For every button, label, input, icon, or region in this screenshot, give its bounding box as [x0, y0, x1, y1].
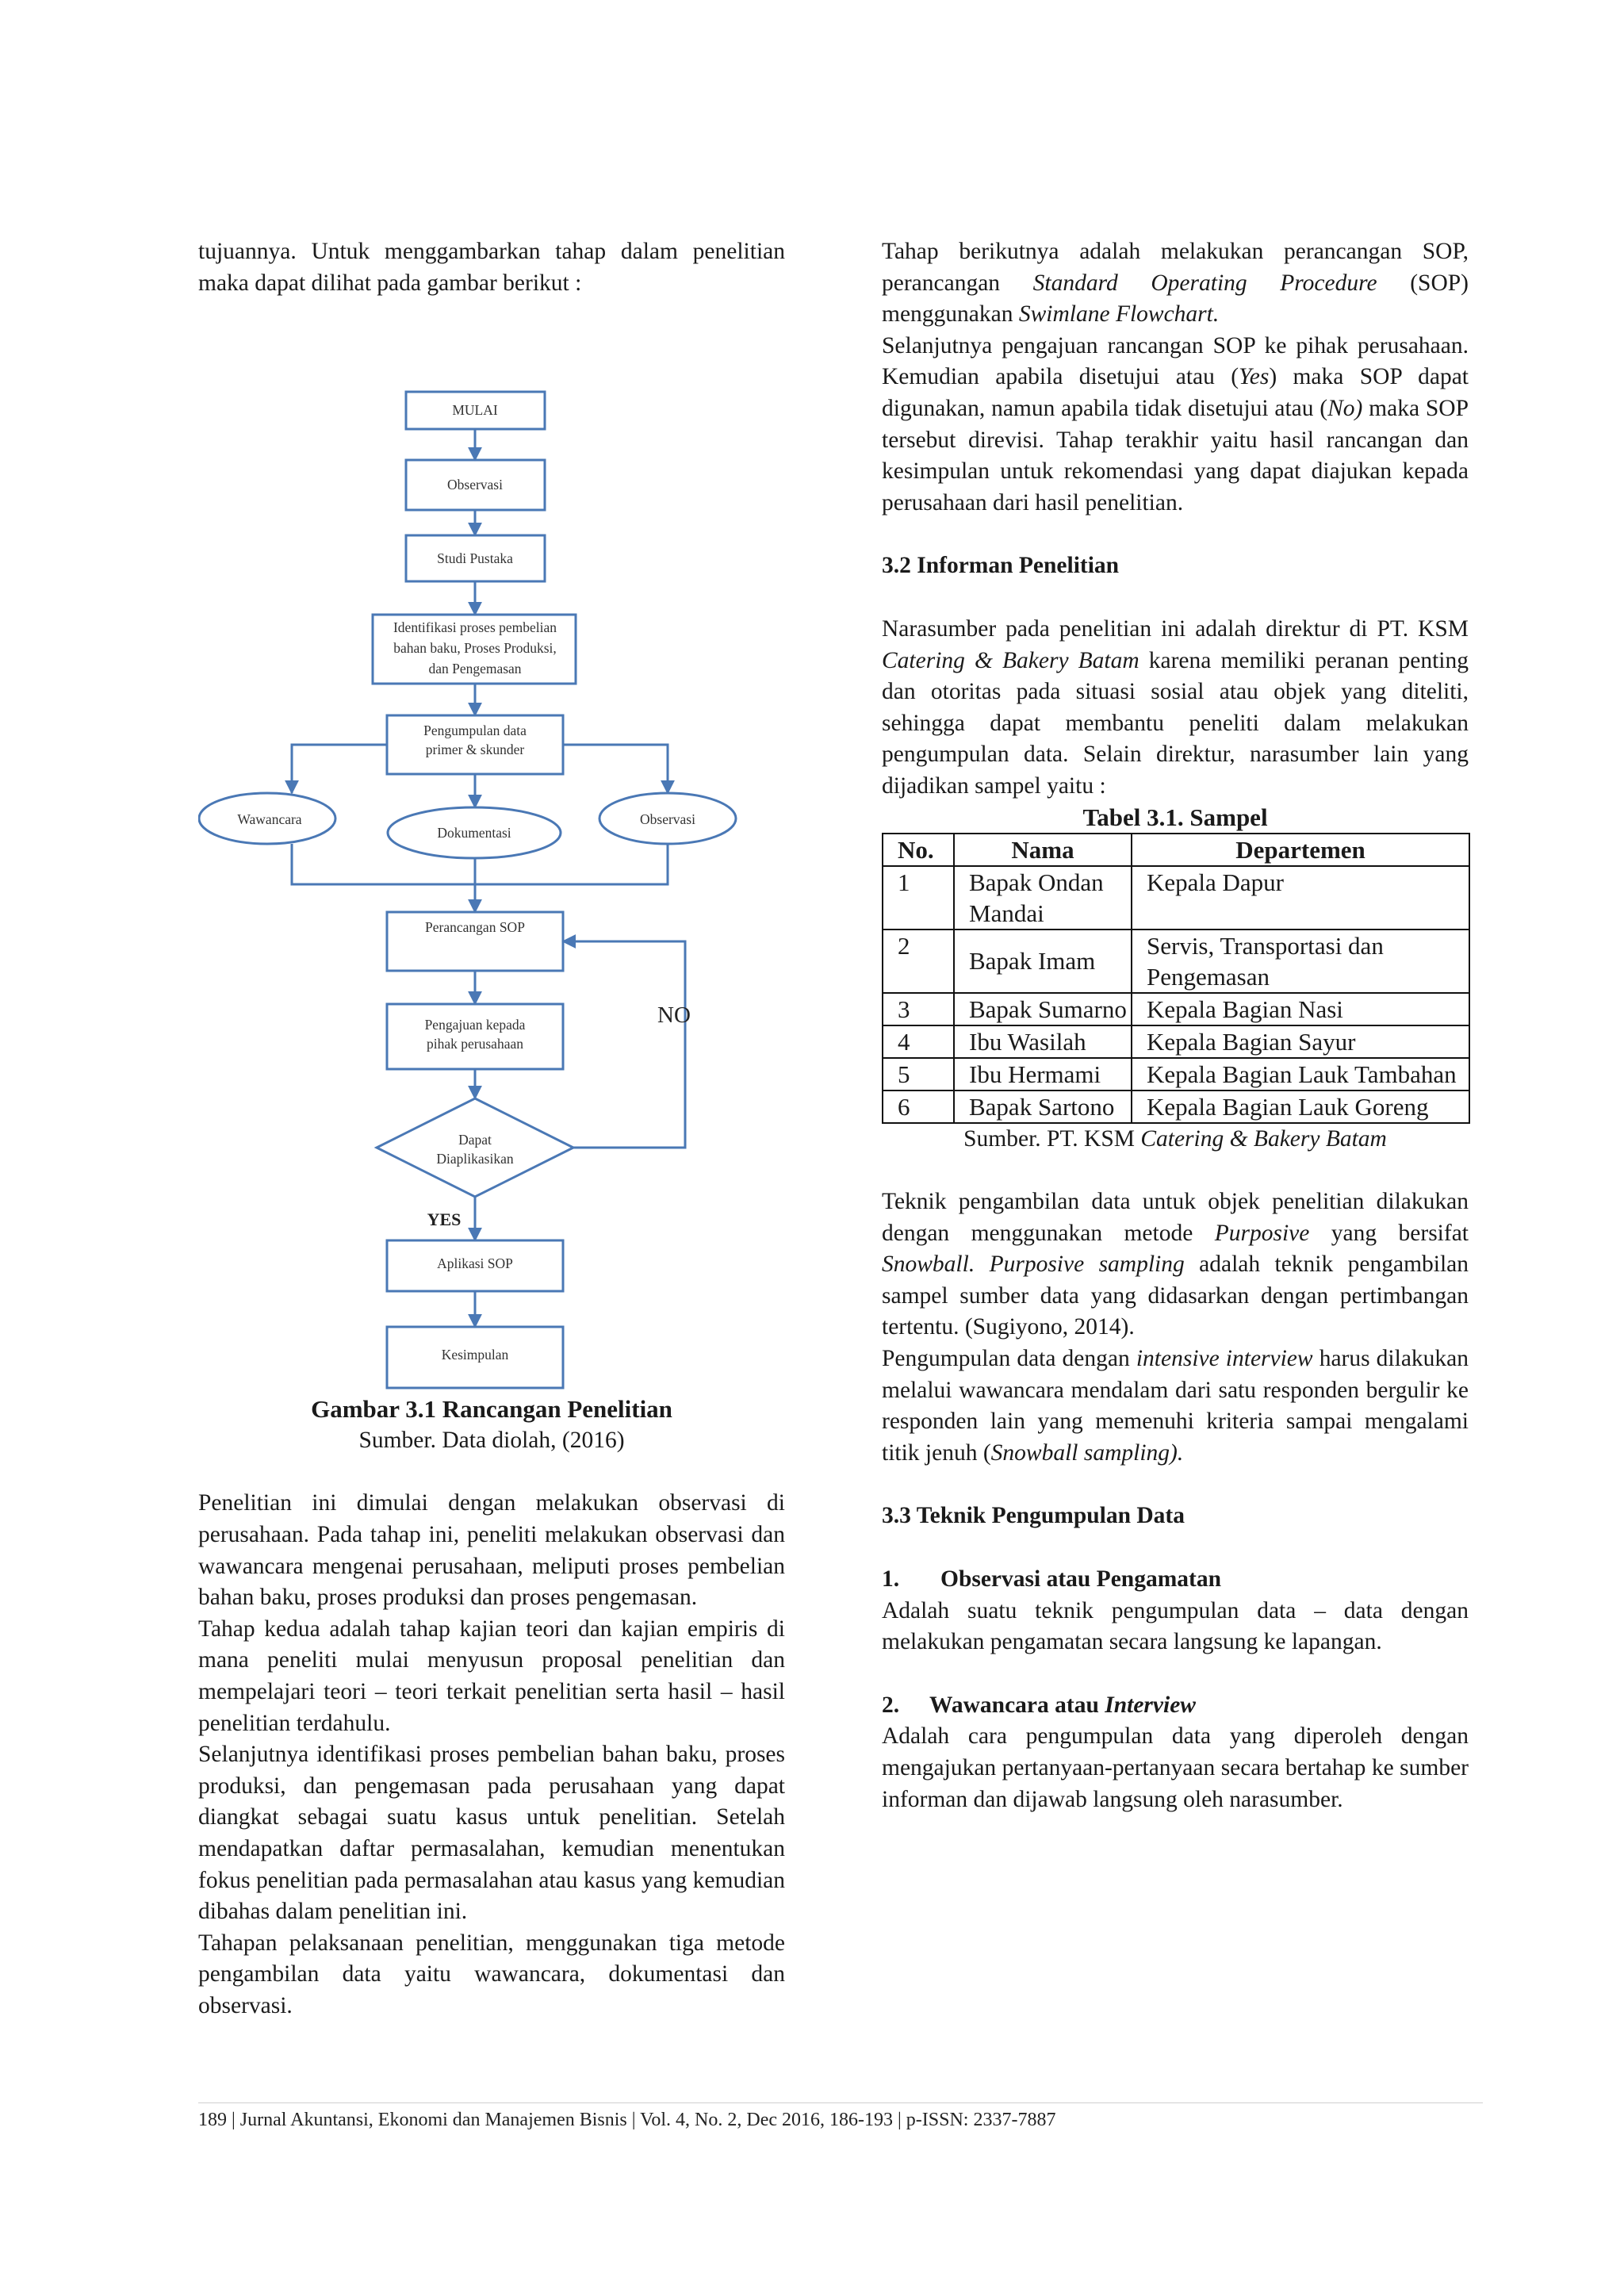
table-row [883, 1091, 1469, 1123]
table-cell: Kepala Bagian Nasi [1132, 993, 1469, 1025]
table-header-row [883, 834, 1469, 866]
table-cell: 6 [883, 1091, 954, 1123]
label-no: NO [657, 1002, 691, 1029]
left-paragraph-1: Penelitian ini dimulai dengan melakukan observasi di perusahaan. Pada tahap ini, peneliti melakukan observasi dan wawancara mengenai perusahaan, meliputi proses pembelian bahan baku, proses produksi dan proses pengemasan. [198, 1490, 785, 1611]
label-yes: YES [427, 1209, 462, 1230]
diamond-dapat [377, 1098, 573, 1197]
label-studi-pustaka: Studi Pustaka [437, 550, 513, 567]
label-pengajuan-1: Pengajuan kepada [424, 1017, 526, 1033]
label-identifikasi-3: dan Pengemasan [428, 661, 522, 677]
flowchart-svg [198, 299, 785, 1393]
subsection-text-2: Adalah cara pengumpulan data yang diperoleh dengan mengajukan pertanyaan-pertanyaan secara bertahap ke sumber informan dan dijawab langsung oleh narasumber. [882, 1723, 1469, 1812]
label-aplikasi: Aplikasi SOP [437, 1255, 513, 1272]
right-paragraph-2: Selanjutnya pengajuan rancangan SOP ke pihak perusahaan. Kemudian apabila disetujui atau (Yes) maka SOP dapat digunakan, namun apabila tidak disetujui atau (No) maka SOP tersebut direvisi. Tahap terakhir yaitu hasil rancangan dan kesimpulan untuk rekomendasi yang dapat diajukan kepada perusahaan dari hasil penelitian. [882, 332, 1469, 516]
label-mulai: MULAI [452, 402, 498, 419]
left-paragraph-3: Selanjutnya identifikasi proses pembelian bahan baku, proses produksi, dan pengemasan pada perusahaan yang dapat diangkat sebagai suatu kasus untuk penelitian. Setelah mendapatkan daftar permasalahan, kemudian menentukan fokus penelitian pada permasalahan atau kasus yang kemudian dibahas dalam penelitian ini. [198, 1742, 785, 1925]
subsection-heading-2: 2. Wawancara atau Interview [882, 1692, 1196, 1718]
table-header-departemen: Departemen [1132, 834, 1469, 866]
table-cell: Kepala Bagian Lauk Tambahan [1132, 1058, 1469, 1091]
table-source: Sumber. PT. KSM Catering & Bakery Batam [963, 1125, 1387, 1152]
label-wawancara: Wawancara [237, 811, 302, 828]
intro-paragraph: tujuannya. Untuk menggambarkan tahap dalam penelitian maka dapat dilihat pada gambar berikut : [198, 239, 785, 296]
figure-caption-title: Gambar 3.1 Rancangan Penelitian [311, 1395, 672, 1424]
table-cell: 3 [883, 993, 954, 1025]
table-cell: Bapak Sumarno [954, 993, 1132, 1025]
table-cell: Bapak Ondan Mandai [954, 866, 1132, 930]
table-cell: Bapak Sartono [954, 1091, 1132, 1123]
table-header-no: No. [883, 834, 954, 866]
subsection-text-1: Adalah suatu teknik pengumpulan data – data dengan melakukan pengamatan secara langsung ke lapangan. [882, 1597, 1469, 1655]
label-dapat-2: Diaplikasikan [436, 1151, 514, 1167]
label-identifikasi-2: bahan baku, Proses Produksi, [393, 640, 557, 657]
left-paragraph-2: Tahap kedua adalah tahap kajian teori dan kajian empiris di mana peneliti mulai menyusun proposal penelitian dan mempelajari teori – teori terkait penelitian serta hasil – hasil penelitian terdahulu. [198, 1616, 785, 1736]
right-column [882, 236, 1469, 1815]
label-pengajuan-2: pihak perusahaan [427, 1036, 523, 1052]
page-footer: 189 | Jurnal Akuntansi, Ekonomi dan Manajemen Bisnis | Vol. 4, No. 2, Dec 2016, 186-193 | p-ISSN: 2337-7887 [198, 2102, 1483, 2132]
left-paragraph-4: Tahapan pelaksanaan penelitian, menggunakan tiga metode pengambilan data yaitu wawancara, dokumentasi dan observasi. [198, 1930, 785, 2018]
label-pengumpulan-2: primer & skunder [425, 742, 525, 758]
label-dapat-1: Dapat [458, 1132, 492, 1148]
table-cell: 4 [883, 1025, 954, 1058]
label-observasi-2: Observasi [640, 811, 695, 828]
right-paragraph-5: Pengumpulan data dengan intensive interview harus dilakukan melalui wawancara mendalam dari satu responden bergulir ke responden lain yang memenuhi kriteria sampai mengalami titik jenuh (Snowball sampling). [882, 1346, 1469, 1466]
table-cell: Servis, Transportasi dan Pengemasan [1132, 930, 1469, 993]
table-cell: 1 [883, 866, 954, 930]
label-pengumpulan-1: Pengumpulan data [423, 723, 527, 739]
table-cell: Kepala Bagian Lauk Goreng [1132, 1091, 1469, 1123]
table-header-nama: Nama [954, 834, 1132, 866]
right-paragraph-4: Teknik pengambilan data untuk objek penelitian dilakukan dengan menggunakan metode Purposive yang bersifat Snowball. Purposive sampling adalah teknik pengambilan sampel sumber data yang didasarkan dengan pertimbangan tertentu. (Sugiyono, 2014). [882, 1189, 1469, 1340]
table-cell: Ibu Hermami [954, 1058, 1132, 1091]
label-observasi: Observasi [447, 477, 503, 493]
table-cell: Ibu Wasilah [954, 1025, 1132, 1058]
right-paragraph-1: Tahap berikutnya adalah melakukan perancangan SOP, perancangan Standard Operating Procedure (SOP) menggunakan Swimlane Flowchart. [882, 239, 1469, 328]
table-cell: 2 [883, 930, 954, 993]
left-column [198, 236, 785, 2022]
section-heading-3-2: 3.2 Informan Penelitian [882, 553, 1120, 579]
table-row [883, 866, 1469, 930]
table-caption: Tabel 3.1. Sampel [1082, 803, 1268, 831]
right-paragraph-3: Narasumber pada penelitian ini adalah direktur di PT. KSM Catering & Bakery Batam karena memiliki peranan penting dan otoritas pada situasi sosial atau objek yang diteliti, sehingga dapat membantu peneliti dalam melakukan pengumpulan data. Selain direktur, narasumber lain yang dijadikan sampel yaitu : [882, 615, 1469, 799]
sample-table [882, 833, 1470, 1124]
table-cell: Kepala Bagian Sayur [1132, 1025, 1469, 1058]
subsection-heading-1: 1. Observasi atau Pengamatan [882, 1566, 1221, 1593]
label-kesimpulan: Kesimpulan [441, 1347, 509, 1363]
table-cell: 5 [883, 1058, 954, 1091]
table-row [883, 930, 1469, 993]
section-heading-3-3: 3.3 Teknik Pengumpulan Data [882, 1503, 1185, 1529]
table-cell: Bapak Imam [954, 930, 1132, 993]
label-identifikasi-1: Identifikasi proses pembelian [393, 619, 557, 636]
research-flowchart [198, 299, 785, 1393]
label-perancangan: Perancangan SOP [425, 919, 525, 936]
table-row [883, 1058, 1469, 1091]
figure-caption-source: Sumber. Data diolah, (2016) [358, 1427, 625, 1453]
table-row [883, 993, 1469, 1025]
table-cell: Kepala Dapur [1132, 866, 1469, 930]
table-row [883, 1025, 1469, 1058]
label-dokumentasi: Dokumentasi [437, 825, 511, 841]
